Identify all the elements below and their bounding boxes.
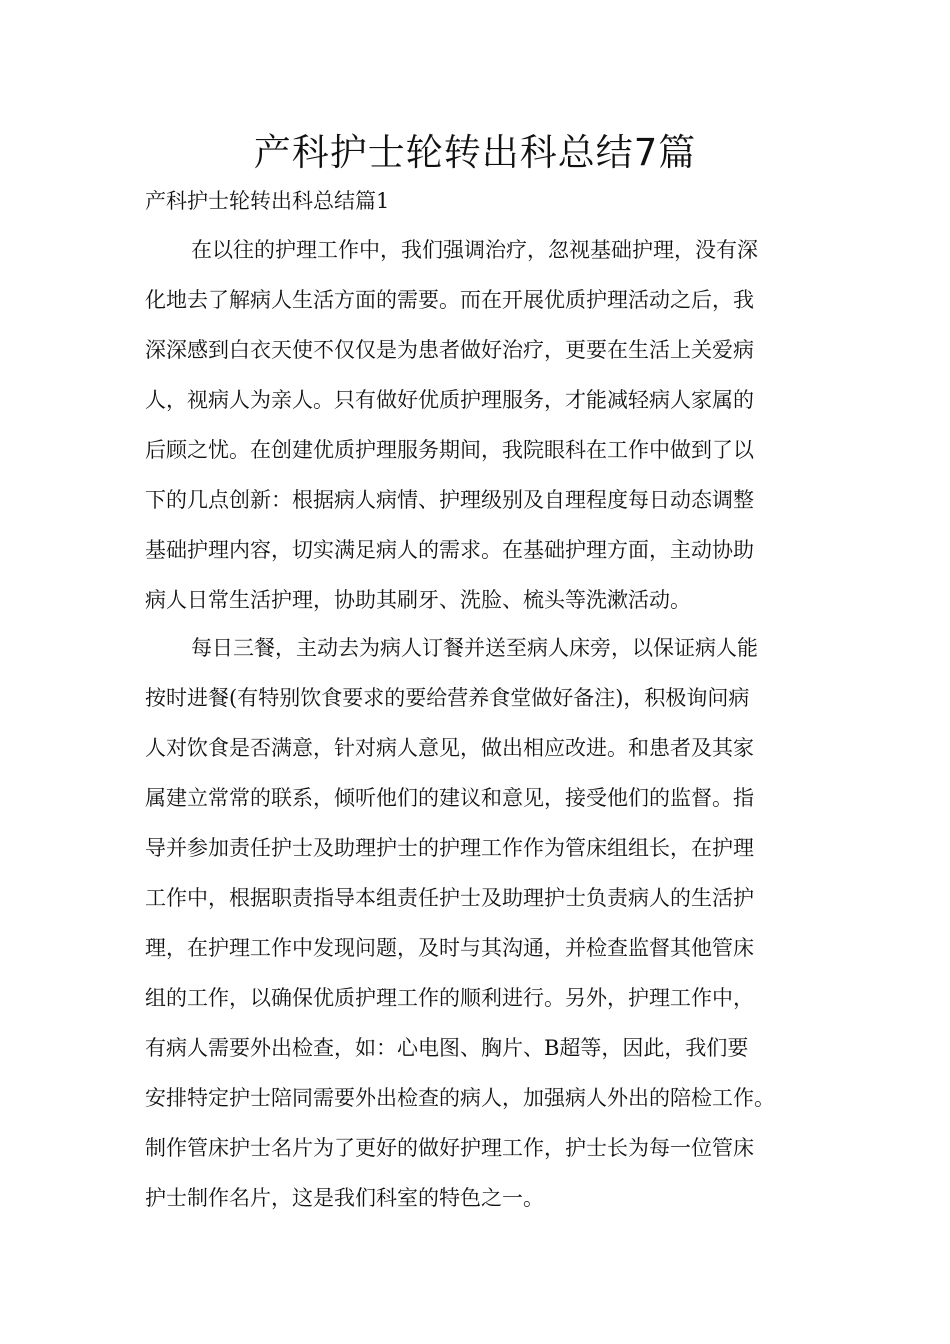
paragraph-line: 在以往的护理工作中，我们强调治疗，忽视基础护理，没有深 [191, 238, 758, 262]
paragraph-line: 化地去了解病人生活方面的需要。而在开展优质护理活动之后，我 [145, 288, 754, 312]
paragraph-line: 按时进餐(有特别饮食要求的要给营养食堂做好备注)，积极询问病 [145, 686, 750, 710]
paragraph-line: 制作管床护士名片为了更好的做好护理工作，护士长为每一位管床 [145, 1136, 754, 1160]
paragraph-line: 病人日常生活护理，协助其刷牙、洗脸、梳头等洗漱活动。 [145, 588, 691, 612]
section-heading: 产科护士轮转出科总结篇1 [145, 189, 390, 213]
paragraph-line: 安排特定护士陪同需要外出检查的病人，加强病人外出的陪检工作。 [145, 1086, 775, 1110]
paragraph-1 [145, 225, 825, 625]
paragraph-2 [145, 623, 825, 1223]
paragraph-line: 人对饮食是否满意，针对病人意见，做出相应改进。和患者及其家 [145, 736, 754, 760]
paragraph-line: 每日三餐，主动去为病人订餐并送至病人床旁，以保证病人能 [191, 636, 758, 660]
paragraph-line: 护士制作名片，这是我们科室的特色之一。 [145, 1186, 544, 1210]
paragraph-line: 工作中，根据职责指导本组责任护士及助理护士负责病人的生活护 [145, 886, 754, 910]
paragraph-line: 深深感到白衣天使不仅仅是为患者做好治疗，更要在生活上关爱病 [145, 338, 754, 362]
paragraph-line: 导并参加责任护士及助理护士的护理工作作为管床组组长，在护理 [145, 836, 754, 860]
paragraph-line: 人，视病人为亲人。只有做好优质护理服务，才能减轻病人家属的 [145, 388, 754, 412]
paragraph-line: 基础护理内容，切实满足病人的需求。在基础护理方面，主动协助 [145, 538, 754, 562]
paragraph-line: 属建立常常的联系，倾听他们的建议和意见，接受他们的监督。指 [145, 786, 754, 810]
paragraph-line: 有病人需要外出检查，如：心电图、胸片、B超等，因此，我们要 [145, 1036, 749, 1060]
paragraph-line: 组的工作，以确保优质护理工作的顺利进行。另外，护理工作中， [145, 986, 754, 1010]
paragraph-line: 理，在护理工作中发现问题，及时与其沟通，并检查监督其他管床 [145, 936, 754, 960]
paragraph-line: 后顾之忧。在创建优质护理服务期间，我院眼科在工作中做到了以 [145, 438, 754, 462]
paragraph-line: 下的几点创新：根据病人病情、护理级别及自理程度每日动态调整 [145, 488, 754, 512]
page-title: 产科护士轮转出科总结7篇 [253, 131, 697, 174]
